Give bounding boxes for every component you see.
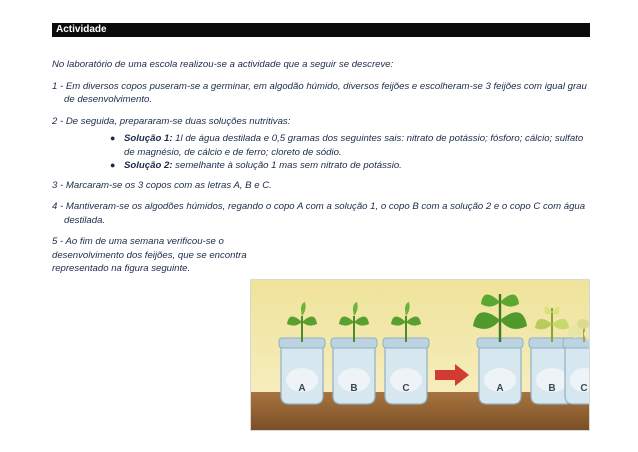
solution-1-text: 1l de água destilada e 0,5 gramas dos seguintes sais: nitrato de potássio; fósforo; cálcio; sulfato de magnésio, de cálcio e de ferro; cloreto de sódio. [124,133,584,158]
jar-label-after-c: C [580,383,588,394]
solution-2-name: Solução 2: [124,160,173,171]
step-5: 5 - Ao fim de uma semana verificou-se o desenvolvimento dos feijões, que se encontra representado na figura seguinte. [52,236,247,274]
bean-experiment-figure [250,279,590,431]
step-1: 1 - Em diversos copos puseram-se a germinar, em algodão húmido, diversos feijões e escolheram-se 3 feijões com igual grau de desenvolvimento. [52,80,587,105]
jar-label-after-b: B [548,383,556,394]
solution-1-name: Solução 1: [124,133,173,144]
jar-label-before-a: A [298,383,306,394]
solutions-list [52,132,592,173]
step-3: 3 - Marcaram-se os 3 copos com as letras A, B e C. [52,179,272,191]
section-header: Actividade [52,23,590,37]
solution-1-item [124,132,592,159]
jar-label-after-a: A [496,383,504,394]
experiment-illustration [251,280,589,430]
jar-label-before-b: B [350,383,358,394]
activity-content [52,58,592,284]
jar-label-before-c: C [402,383,410,394]
step-4: 4 - Mantiveram-se os algodões húmidos, regando o copo A com a solução 1, o copo B com a solução 2 e o copo C com água destilada. [52,201,586,226]
solution-2-item [124,159,592,173]
step-2: 2 - De seguida, prepararam-se duas soluções nutritivas: [52,115,291,127]
solution-2-text: semelhante à solução 1 mas sem nitrato de potássio. [172,160,402,171]
intro-text: No laboratório de uma escola realizou-se a actividade que a seguir se descreve: [52,59,394,70]
